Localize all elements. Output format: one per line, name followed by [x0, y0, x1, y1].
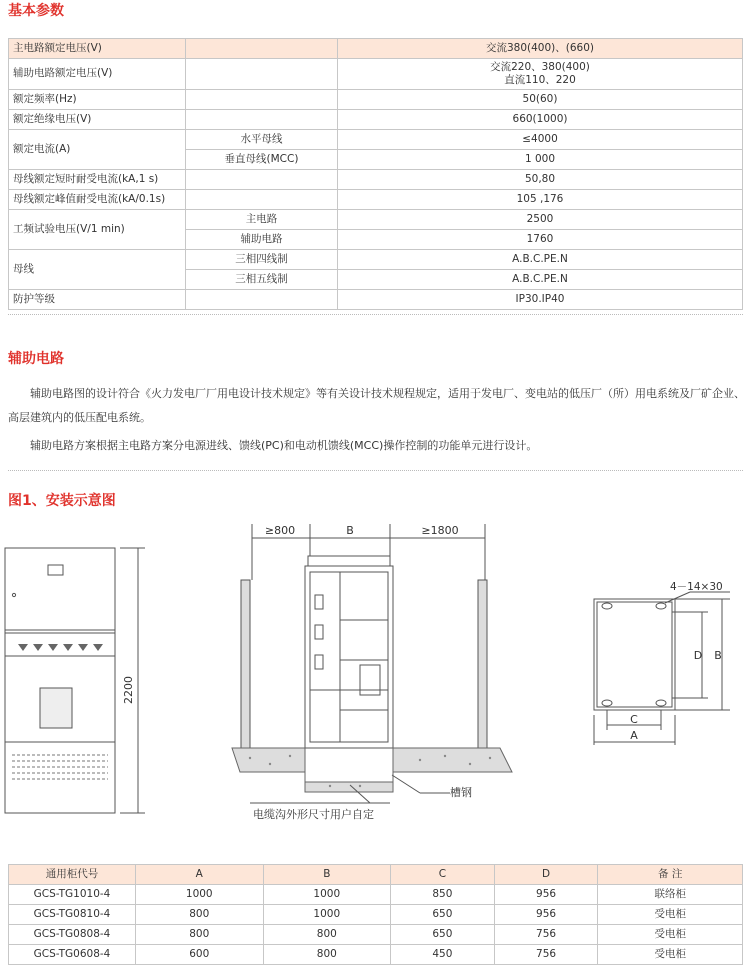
table-row	[9, 905, 743, 925]
param-cell: 额定电流(A)	[9, 130, 186, 170]
cell: 850	[391, 885, 495, 905]
param-cell: 母线	[9, 250, 186, 290]
cell: 受电柜	[598, 905, 743, 925]
cell: 受电柜	[598, 945, 743, 965]
cell: 1000	[136, 885, 264, 905]
cell: 450	[391, 945, 495, 965]
cell: 受电柜	[598, 925, 743, 945]
cell: 1000	[263, 905, 391, 925]
cell: 800	[263, 925, 391, 945]
cell: GCS-TG1010-4	[9, 885, 136, 905]
sub-cell: 三相四线制	[186, 250, 338, 270]
param-cell: 工频试验电压(V/1 min)	[9, 210, 186, 250]
table-row	[9, 130, 743, 150]
cell: 650	[391, 925, 495, 945]
figure-heading: 图1、安装示意图	[8, 493, 116, 509]
divider	[8, 470, 743, 471]
value-cell: 2500	[338, 210, 743, 230]
plan-b-label: B	[714, 649, 722, 662]
plan-a-label: A	[630, 729, 638, 742]
aux-paragraph-2: 辅助电路方案根据主电路方案分电源进线、馈线(PC)和电动机馈线(MCC)操作控制的功能单元进行设计。	[30, 439, 538, 452]
spec-table	[8, 38, 743, 310]
table-row	[9, 885, 743, 905]
table-header-row	[9, 865, 743, 885]
channel-steel-label: 槽钢	[450, 786, 472, 799]
cell: 756	[494, 945, 598, 965]
cell: 800	[136, 925, 264, 945]
value-cell: A.B.C.PE.N	[338, 270, 743, 290]
cell: 1000	[263, 885, 391, 905]
cabinet-side-view	[241, 524, 487, 750]
cell: GCS-TG0608-4	[9, 945, 136, 965]
installation-diagram	[0, 520, 750, 840]
table-row	[9, 39, 743, 59]
value-cell: 50,80	[338, 170, 743, 190]
value-cell: 105 ,176	[338, 190, 743, 210]
divider	[8, 314, 743, 315]
model-table	[8, 864, 743, 965]
value-cell: IP30.IP40	[338, 290, 743, 310]
table-row	[9, 250, 743, 270]
cell: 600	[136, 945, 264, 965]
sub-cell: 辅助电路	[186, 230, 338, 250]
height-dimension-label: 2200	[122, 676, 135, 704]
header-cell: 备 注	[598, 865, 743, 885]
cell: 650	[391, 905, 495, 925]
width-b-label: B	[346, 524, 354, 537]
value-cell: 交流380(400)、(660)	[338, 39, 743, 59]
table-row	[9, 925, 743, 945]
value-cell: 1 000	[338, 150, 743, 170]
value-cell: 50(60)	[338, 90, 743, 110]
param-cell: 额定绝缘电压(V)	[9, 110, 186, 130]
table-row	[9, 290, 743, 310]
param-cell: 母线额定峰值耐受电流(kA/0.1s)	[9, 190, 186, 210]
cell: 756	[494, 925, 598, 945]
table-row	[9, 110, 743, 130]
param-cell: 额定频率(Hz)	[9, 90, 186, 110]
aux-paragraph-1: 辅助电路图的设计符合《火力发电厂厂用电设计技术规定》等有关设计技术规程规定，适用于发电厂、变电站的低压厂（所）用电系统及厂矿企业、高层建筑内的低压配电系统。	[8, 387, 745, 424]
param-cell: 母线额定短时耐受电流(kA,1 s)	[9, 170, 186, 190]
plan-c-label: C	[630, 713, 638, 726]
header-cell: A	[136, 865, 264, 885]
sub-cell: 主电路	[186, 210, 338, 230]
sub-cell: 垂直母线(MCC)	[186, 150, 338, 170]
header-cell: 通用柜代号	[9, 865, 136, 885]
param-cell: 辅助电路额定电压(V)	[9, 59, 186, 90]
cell: 956	[494, 905, 598, 925]
cabinet-plan-view	[594, 592, 730, 745]
table-row	[9, 945, 743, 965]
plan-d-label: D	[693, 649, 703, 662]
cell: GCS-TG0810-4	[9, 905, 136, 925]
cell: 800	[263, 945, 391, 965]
sub-cell: 水平母线	[186, 130, 338, 150]
value-cell: A.B.C.PE.N	[338, 250, 743, 270]
cell: 800	[136, 905, 264, 925]
cell: GCS-TG0808-4	[9, 925, 136, 945]
mounting-holes-label: 4－14×30	[670, 581, 723, 593]
basic-params-heading: 基本参数	[8, 3, 64, 19]
value-cell: 1760	[338, 230, 743, 250]
param-cell: 防护等级	[9, 290, 186, 310]
table-row	[9, 210, 743, 230]
left-clearance-label: ≥800	[264, 524, 296, 537]
table-row	[9, 90, 743, 110]
cell: 956	[494, 885, 598, 905]
table-row	[9, 59, 743, 90]
right-clearance-label: ≥1800	[421, 524, 459, 537]
param-cell: 主电路额定电压(V)	[9, 39, 186, 59]
header-cell: B	[263, 865, 391, 885]
value-cell: ≤4000	[338, 130, 743, 150]
value-cell: 交流220、380(400) 直流110、220	[338, 59, 743, 90]
header-cell: D	[494, 865, 598, 885]
sub-cell: 三相五线制	[186, 270, 338, 290]
table-row	[9, 190, 743, 210]
value-cell: 660(1000)	[338, 110, 743, 130]
cable-trench-note: 电缆沟外形尺寸用户自定	[253, 808, 374, 821]
cell: 联络柜	[598, 885, 743, 905]
aux-circuit-heading: 辅助电路	[8, 351, 64, 367]
table-row	[9, 170, 743, 190]
header-cell: C	[391, 865, 495, 885]
